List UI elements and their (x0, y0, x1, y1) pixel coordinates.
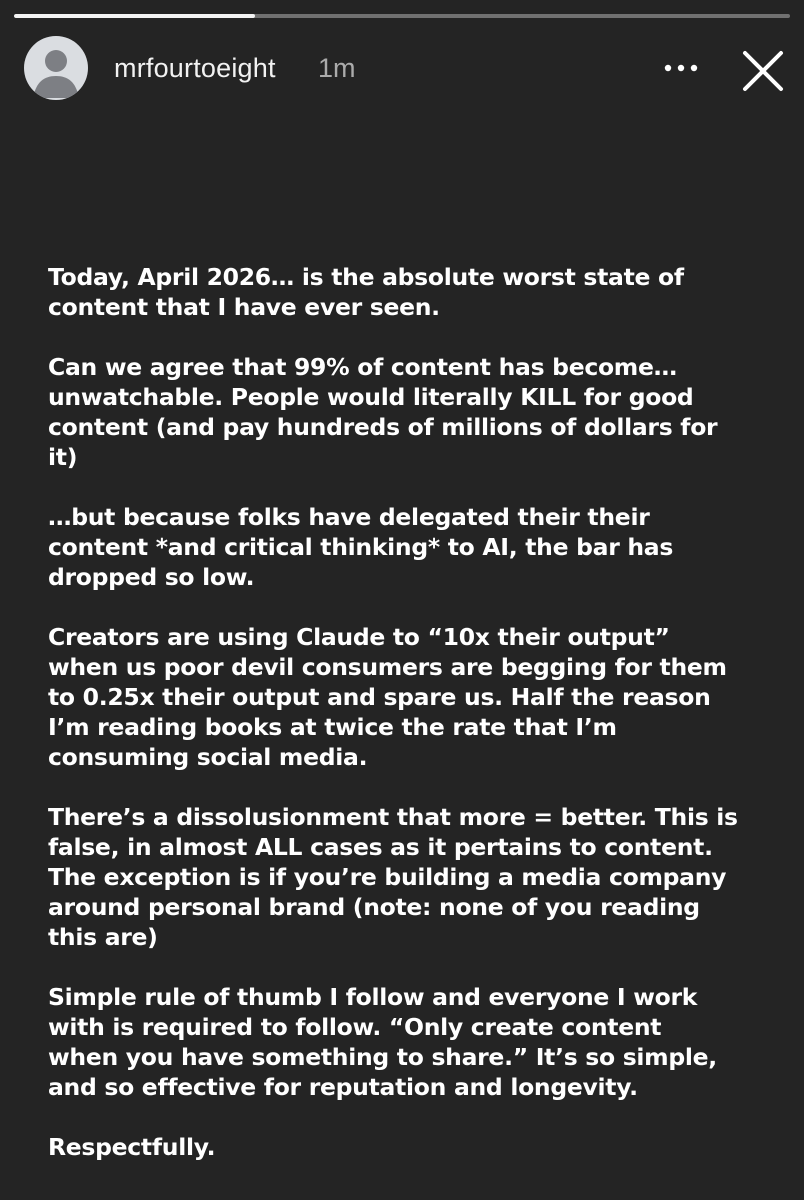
story-progress-fill (14, 14, 255, 18)
story-paragraph: Respectfully. (48, 1133, 216, 1161)
timestamp: 1m (318, 53, 356, 83)
default-avatar-icon (24, 36, 88, 100)
more-options-button[interactable] (654, 48, 708, 88)
story-paragraph: Today, April 2026… is the absolute worst state of content that I have ever seen. (48, 263, 684, 321)
story-header (24, 36, 784, 100)
story-paragraph: Can we agree that 99% of content has become… unwatchable. People would literally KILL for good content (and pay hundreds of millions of dollars for it) (48, 353, 718, 471)
story-paragraph: There’s a dissolusionment that more = better. This is false, in almost ALL cases as it pertains to content. The exception is if you’re building a media company around personal brand (note: none of you reading this are) (48, 803, 738, 951)
avatar[interactable] (24, 36, 88, 100)
story-paragraph: Creators are using Claude to “10x their output” when us poor devil consumers are begging for them to 0.25x their output and spare us. Half the reason I’m reading books at twice the rate that I’m consuming social media. (48, 623, 727, 771)
story-paragraph: …but because folks have delegated their their content *and critical thinking* to AI, the bar has dropped so low. (48, 503, 674, 591)
close-icon (738, 46, 788, 96)
story-paragraph: Simple rule of thumb I follow and everyone I work with is required to follow. “Only create content when you have something to share.” It’s so simple, and so effective for reputation and longevity. (48, 983, 717, 1101)
story-progress-bar (14, 14, 790, 18)
username[interactable]: mrfourtoeight (114, 53, 276, 83)
close-button[interactable] (738, 46, 788, 96)
more-horizontal-icon (654, 48, 708, 88)
story-text-block (48, 262, 768, 1192)
